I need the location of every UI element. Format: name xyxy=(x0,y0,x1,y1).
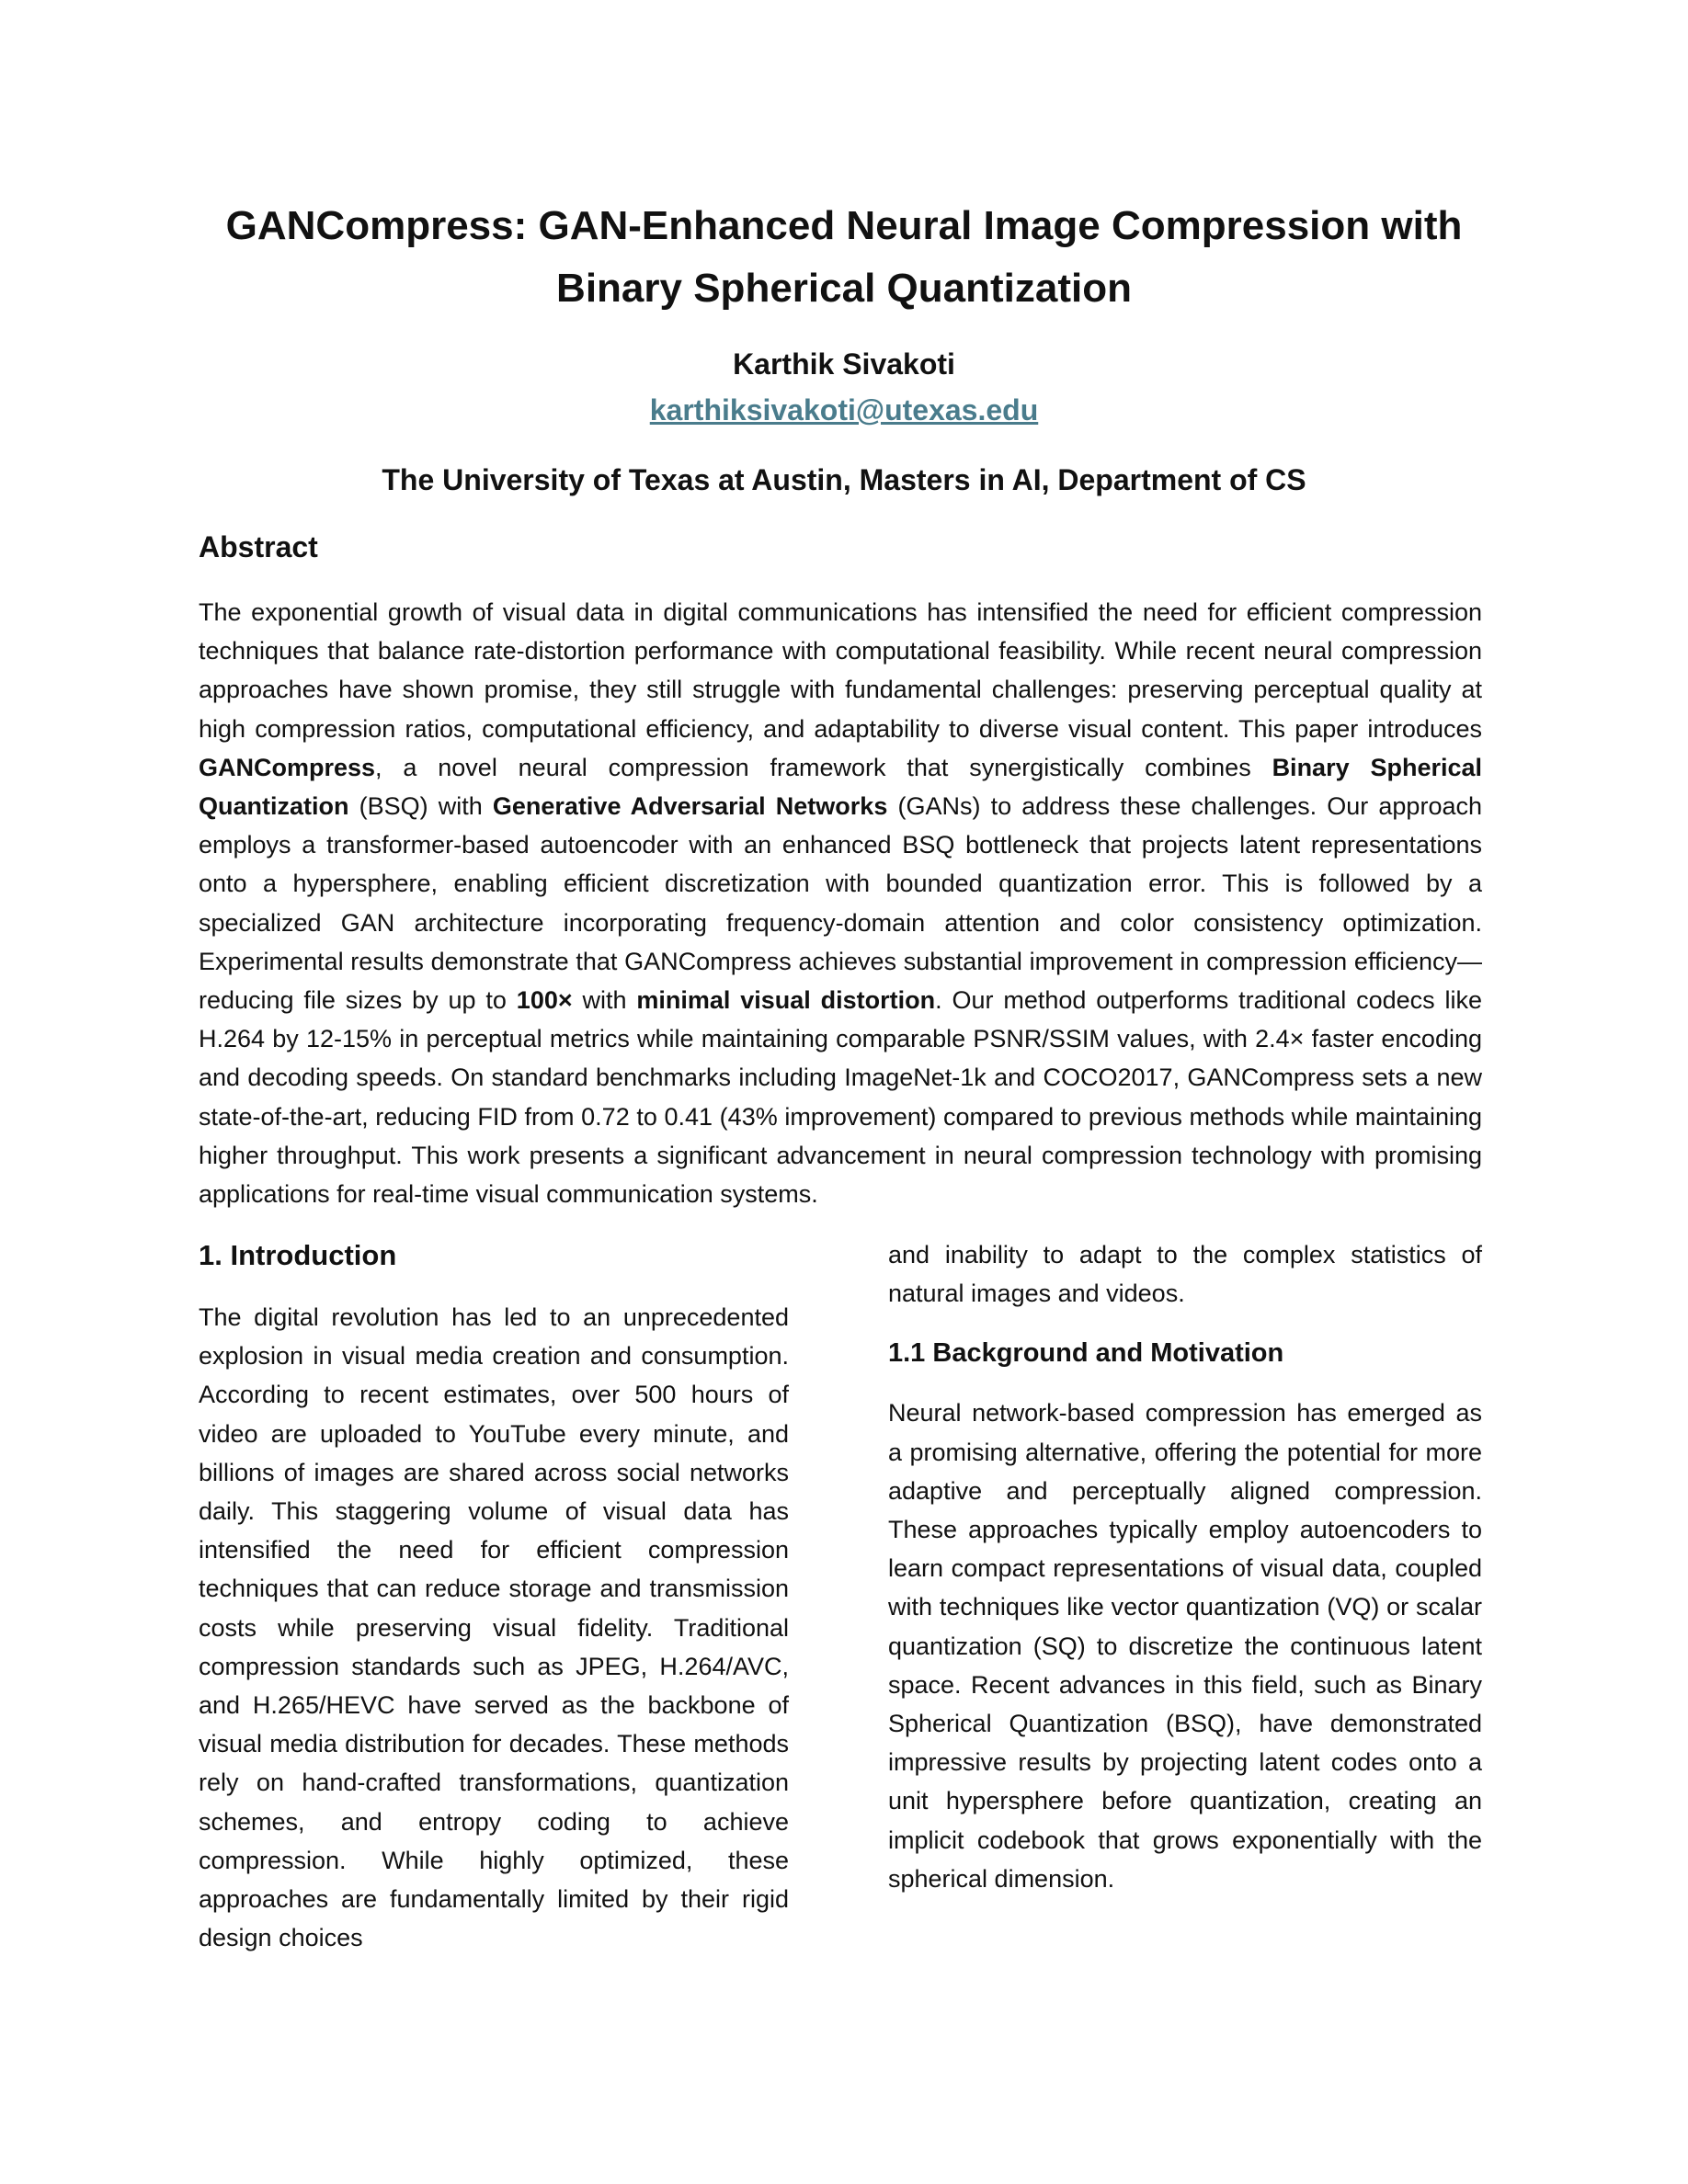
abstract-heading: Abstract xyxy=(199,530,318,563)
abstract-emphasis: minimal visual distortion xyxy=(636,986,936,1015)
abstract-text: (BSQ) with xyxy=(348,792,493,821)
abstract-text: , a novel neural compression framework that synergistically combines xyxy=(375,753,1272,781)
author-email-link[interactable]: karthiksivakoti@utexas.edu xyxy=(649,393,1039,427)
author-affiliation: The University of Texas at Austin, Masters in AI, Department of CS xyxy=(382,463,1306,496)
abstract-emphasis: Generative Adversarial Networks xyxy=(492,792,888,821)
introduction-paragraph: The digital revolution has led to an unprecedented explosion in visual media creation and consumption. According to recent estimates, over 500 hours of video are uploaded to YouTube every minute, and billions of images are shared across social networks daily. This staggering volume of visual data has intensified the need for efficient compression techniques that can reduce storage and transmission costs while preserving visual fidelity. Traditional compression standards such as JPEG, H.264/AVC, and H.265/HEVC have served as the backbone of visual media distribution for decades. These methods rely on hand-crafted transformations, quantization schemes, and entropy coding to achieve compression. While highly optimized, these approaches are fundamentally limited by their rigid design choices xyxy=(199,1303,789,1952)
paper-title: GANCompress: GAN-Enhanced Neural Image Compression with Binary Spherical Quantization xyxy=(225,203,1463,311)
subsection-heading-background: 1.1 Background and Motivation xyxy=(888,1338,1284,1369)
left-column xyxy=(199,1235,789,1957)
section-heading-introduction: 1. Introduction xyxy=(199,1239,397,1271)
abstract-text: The exponential growth of visual data in digital communications has intensified the need for efficient compression techniques that balance rate-distortion performance with computational feasibility. While recent neural compression approaches have shown promise, they still struggle with fundamental challenges: preserving perceptual quality at high compression ratios, computational efficiency, and adaptability to diverse visual content. This paper introduces xyxy=(199,598,1482,743)
background-paragraph: Neural network-based compression has emerged as a promising alternative, offering the potential for more adaptive and perceptually aligned compression. These approaches typically employ autoencoders to learn compact representations of visual data, coupled with techniques like vector quantization (VQ) or scalar quantization (SQ) to discretize the continuous latent space. Recent advances in this field, such as Binary Spherical Quantization (BSQ), have demonstrated impressive results by projecting latent codes onto a unit hypersphere before quantization, creating an implicit codebook that grows exponentially with the spherical dimension. xyxy=(888,1399,1482,1893)
abstract-emphasis: 100× xyxy=(516,986,573,1015)
abstract-emphasis: Binary Spherical Quantization xyxy=(199,753,1482,821)
abstract-body xyxy=(199,593,1482,1213)
introduction-paragraph-continued: and inability to adapt to the complex statistics of natural images and videos. xyxy=(888,1241,1482,1308)
abstract-text: (GANs) to address these challenges. Our approach employs a transformer-based autoencoder with an enhanced BSQ bottleneck that projects latent representations onto a hypersphere, enabling efficient discretization with bounded quantization error. This is followed by a specialized GAN architecture incorporating frequency-domain attention and color consistency optimization. Experimental results demonstrate that GANCompress achieves substantial improvement in compression efficiency—reducing file sizes by up to xyxy=(199,792,1482,1015)
abstract-text: . Our method outperforms traditional codecs like H.264 by 12-15% in perceptual metrics while maintaining comparable PSNR/SSIM values, with 2.4× faster encoding and decoding speeds. On standard benchmarks including ImageNet-1k and COCO2017, GANCompress sets a new state-of-the-art, reducing FID from 0.72 to 0.41 (43% improvement) compared to previous methods while maintaining higher throughput. This work presents a significant advancement in neural compression technology with promising applications for real-time visual communication systems. xyxy=(199,986,1482,1209)
right-column xyxy=(888,1235,1482,1898)
author-name: Karthik Sivakoti xyxy=(733,347,955,381)
abstract-emphasis: GANCompress xyxy=(199,753,376,781)
abstract-text: with xyxy=(572,986,637,1015)
author-email xyxy=(184,390,1504,430)
